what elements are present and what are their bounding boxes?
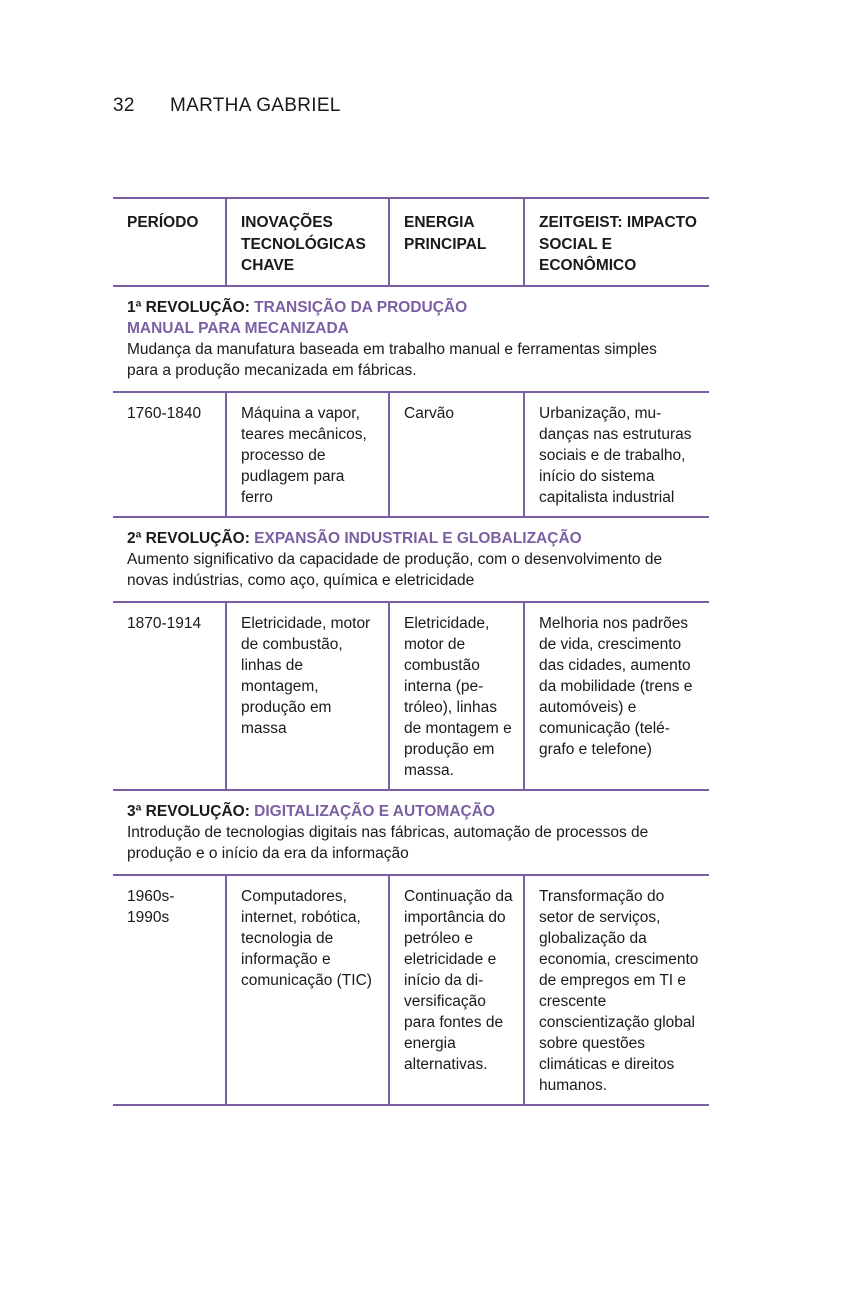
cell-impact: Transformação do setor de serviços, globalização da economia, crescimento de empregos em TI e crescente conscientização global sobre questões climáticas e direitos humanos. xyxy=(524,875,709,1105)
section-heading: EXPANSÃO INDUSTRIAL E GLOBALIZAÇÃO xyxy=(254,529,582,547)
cell-energy: Eletricidade, motor de combustão interna (petróleo), linhas de montagem e produção em massa. xyxy=(389,602,524,790)
section-cell xyxy=(113,790,709,875)
section-row-2 xyxy=(113,517,709,602)
cell-period: 1960s-1990s xyxy=(127,887,175,926)
cell-innovations: Computadores, internet, robótica, tecnologia de informação e comunicação (TIC) xyxy=(226,875,389,1105)
section-title xyxy=(127,528,699,549)
section-label: 3ª REVOLUÇÃO: xyxy=(127,802,250,820)
section-cell xyxy=(113,517,709,602)
revolutions-table xyxy=(113,197,709,1106)
section-heading: TRANSIÇÃO DA PRODUÇÃO MANUAL PARA MECANIZADA xyxy=(127,298,468,337)
table-header-row xyxy=(113,198,709,286)
cell-innovations: Eletricidade, motor de combustão, linhas de montagem, produção em massa xyxy=(226,602,389,790)
section-description: Aumento significativo da capacidade de produção, com o desenvolvimento de novas indústrias, como aço, química e eletricidade xyxy=(127,550,663,589)
table-row xyxy=(113,392,709,517)
header-period: PERÍODO xyxy=(127,214,199,231)
cell-impact: Urbanização, mudanças nas estruturas sociais e de trabalho, início do sistema capitalista industrial xyxy=(524,392,709,517)
cell-energy: Carvão xyxy=(389,392,524,517)
section-label: 1ª REVOLUÇÃO: xyxy=(127,298,250,316)
section-description: Mudança da manufatura baseada em trabalho manual e ferramentas simples para a produção mecanizada em fábricas. xyxy=(127,340,657,379)
cell-period: 1870-1914 xyxy=(127,614,202,632)
page-number: 32 xyxy=(113,95,135,116)
section-heading: DIGITALIZAÇÃO E AUTOMAÇÃO xyxy=(254,802,495,820)
header-innovations: INOVAÇÕES TECNOLÓGICAS CHAVE xyxy=(226,198,389,286)
section-row-3 xyxy=(113,790,709,875)
table-row xyxy=(113,875,709,1105)
cell-period: 1760-1840 xyxy=(127,404,202,422)
running-head xyxy=(113,95,341,117)
header-energy: ENERGIA PRINCIPAL xyxy=(389,198,524,286)
section-cell xyxy=(113,286,709,392)
author-name: MARTHA GABRIEL xyxy=(170,95,341,116)
header-zeitgeist: ZEITGEIST: IMPACTO SOCIAL E ECONÔMICO xyxy=(524,198,709,286)
cell-impact: Melhoria nos padrões de vida, crescimento das cidades, aumento da mobilidade (trens e automóveis) e comunicação (telégrafo e telefone) xyxy=(524,602,709,790)
table-row xyxy=(113,602,709,790)
section-row-1 xyxy=(113,286,709,392)
section-title xyxy=(127,801,699,822)
cell-energy: Continuação da importância do petróleo e eletricidade e início da diversificação para fontes de energia alternativas. xyxy=(389,875,524,1105)
section-label: 2ª REVOLUÇÃO: xyxy=(127,529,250,547)
cell-innovations: Máquina a vapor, teares mecânicos, processo de pudlagem para ferro xyxy=(226,392,389,517)
section-title xyxy=(127,297,507,339)
section-description: Introdução de tecnologias digitais nas fábricas, automação de processos de produção e o início da era da informação xyxy=(127,823,649,862)
